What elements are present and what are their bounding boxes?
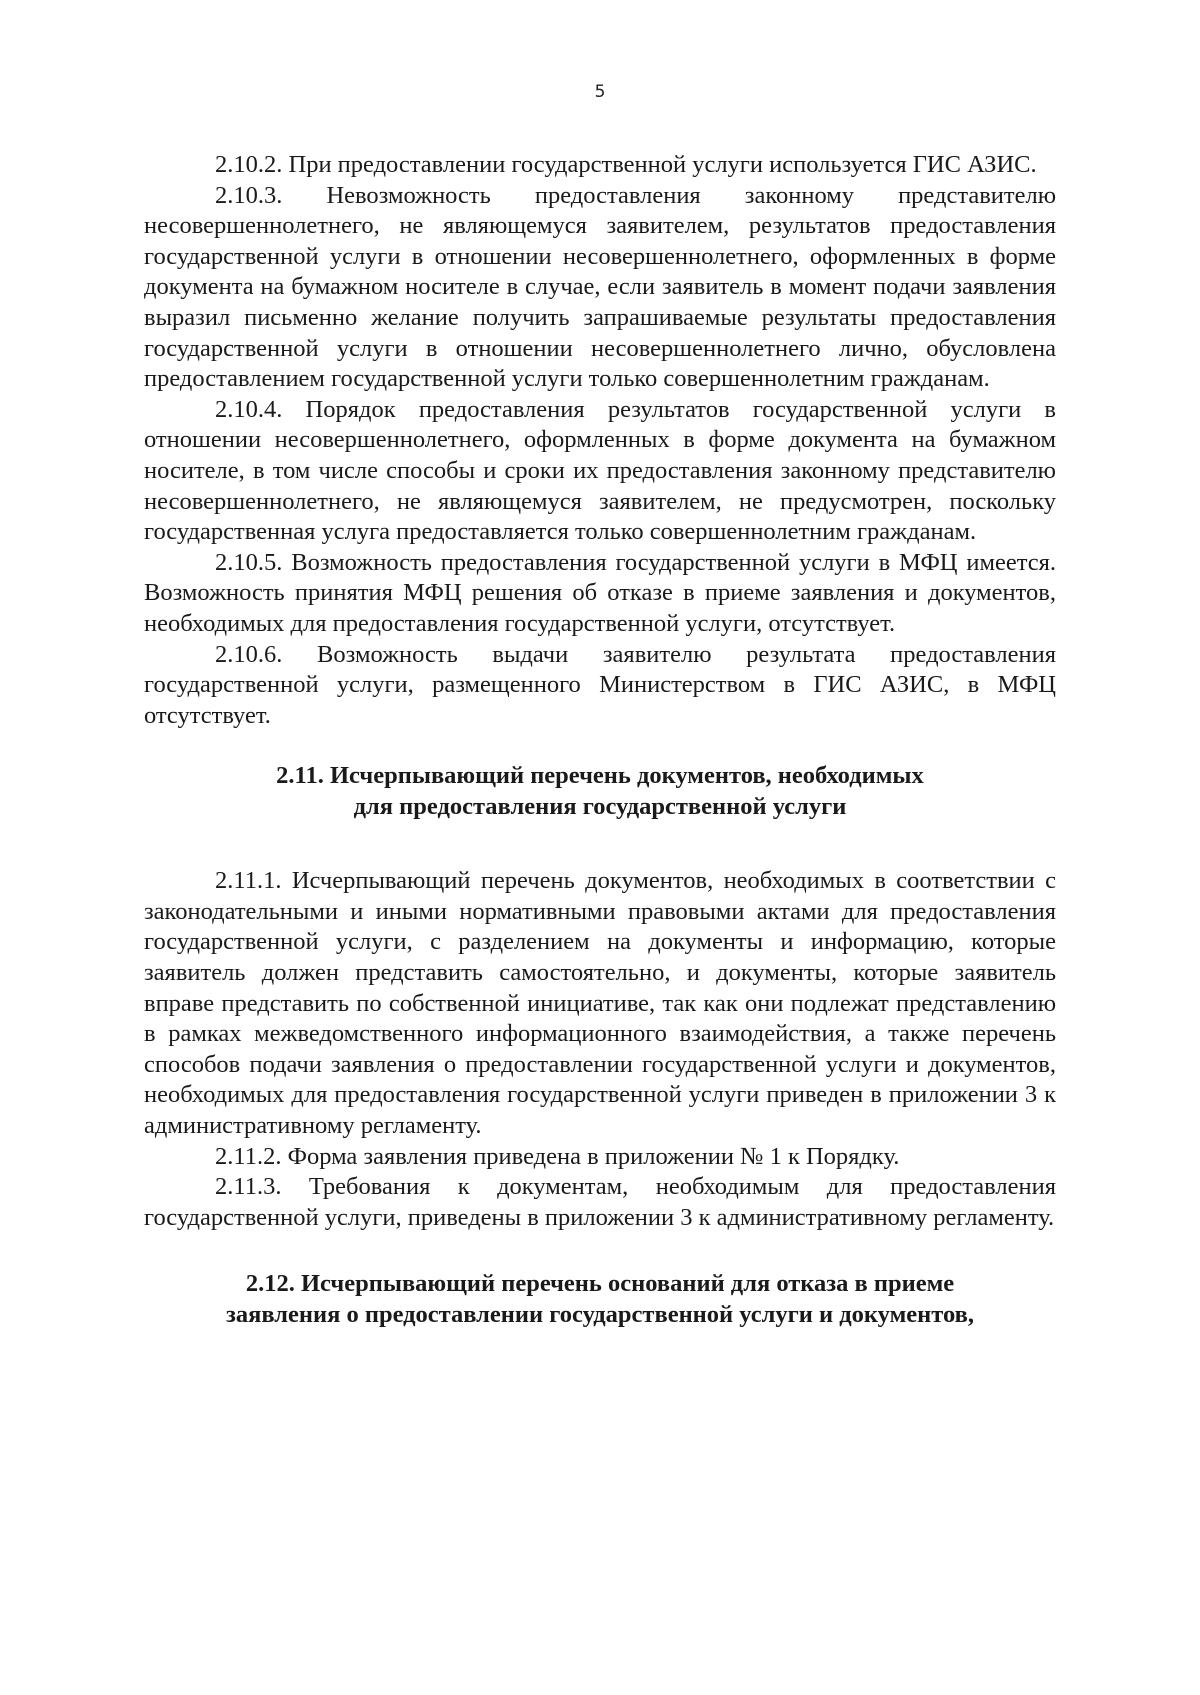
section-heading-2-12 [144, 1268, 1056, 1330]
section-heading-2-11-line2: для предоставления государственной услуги [353, 793, 847, 821]
paragraph-2-10-2: 2.10.2. При предоставлении государственной услуги используется ГИС АЗИС. [215, 151, 1037, 178]
paragraph-2-11-1: 2.11.1. Исчерпывающий перечень документов, необходимых в соответствии с законодательными и иными нормативными правовыми актами для предоставления государственной услуги, с разделением на документы и информацию, которые заявитель должен представить самостоятельно, и документы, которые заявитель вправе представить по собственной инициативе, так как они подлежат представлению в рамках межведомственного информационного взаимодействия, а также перечень способов подачи заявления о предоставлении государственной услуги и документов, необходимых для предоставления государственной услуги приведен в приложении 3 к административному регламенту. [144, 867, 1056, 1140]
section-heading-2-11 [144, 760, 1056, 822]
paragraph-2-10-5: 2.10.5. Возможность предоставления государственной услуги в МФЦ имеется. Возможность принятия МФЦ решения об отказе в приеме заявления и документов, необходимых для предоставления государственной услуги, отсутствует. [144, 548, 1056, 637]
paragraph-2-10-6: 2.10.6. Возможность выдачи заявителю результата предоставления государственной услуги, размещенного Министерством в ГИС АЗИС, в МФЦ отсутствует. [144, 640, 1056, 729]
paragraph-2-10-3: 2.10.3. Невозможность предоставления законному представителю несовершеннолетнего, не являющемуся заявителем, результатов предоставления государственной услуги в отношении несовершеннолетнего, оформленных в форме документа на бумажном носителе в случае, если заявитель в момент подачи заявления выразил письменно желание получить запрашиваемые результаты предоставления государственной услуги в отношении несовершеннолетнего лично, обусловлена предоставлением государственной услуги только совершеннолетним гражданам. [144, 181, 1056, 393]
section-heading-2-11-line1: 2.11. Исчерпывающий перечень документов, необходимых [276, 762, 924, 790]
paragraph-2-10-4: 2.10.4. Порядок предоставления результатов государственной услуги в отношении несовершеннолетнего, оформленных в форме документа на бумажном носителе, в том числе способы и сроки их предоставления законному представителю несовершеннолетнего, не являющемуся заявителем, не предусмотрен, поскольку государственная услуга предоставляется только совершеннолетним гражданам. [144, 395, 1056, 546]
paragraph-2-11-3: 2.11.3. Требования к документам, необходимым для предоставления государственной услуги, приведены в приложении 3 к административному регламенту. [144, 1173, 1056, 1231]
document-body [144, 150, 1056, 1330]
paragraph-2-11-2: 2.11.2. Форма заявления приведена в приложении № 1 к Порядку. [215, 1142, 900, 1170]
page-number: 5 [594, 82, 606, 102]
section-heading-2-12-line2: заявления о предоставлении государственной услуги и документов, [226, 1301, 974, 1329]
section-heading-2-12-line1: 2.12. Исчерпывающий перечень оснований для отказа в приеме [245, 1270, 955, 1298]
